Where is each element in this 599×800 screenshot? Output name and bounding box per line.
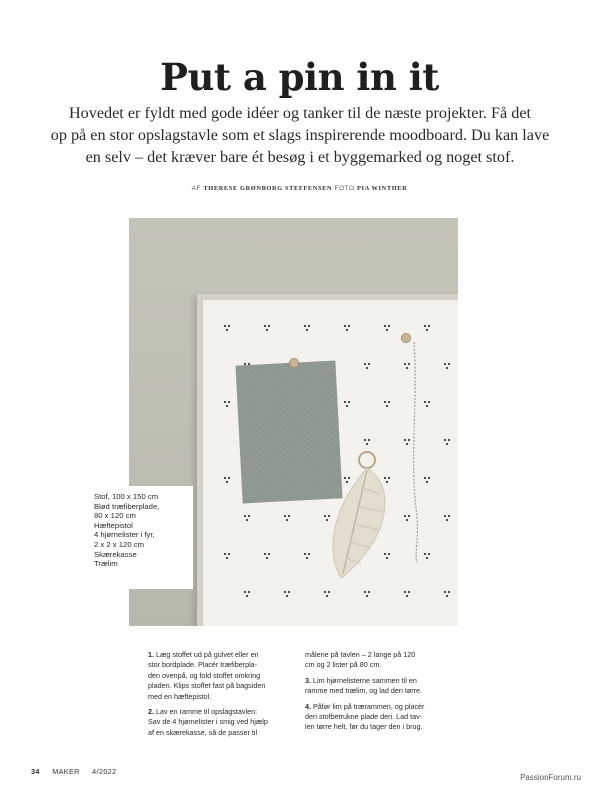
pattern-dot	[444, 515, 446, 517]
material-item: Hæftepistol	[94, 520, 133, 530]
instructions-column-2	[305, 650, 450, 738]
intro-line: op på en stor opslagstavle som et slags inspirerende moodboard. Du kan lave	[50, 126, 550, 144]
pattern-dot	[448, 515, 450, 517]
pattern-dot	[424, 325, 426, 327]
pattern-dot	[364, 591, 366, 593]
step	[305, 676, 450, 697]
pattern-dot	[248, 515, 250, 517]
material-item: 2 x 2 x 120 cm	[94, 539, 144, 549]
pattern-dot	[264, 325, 266, 327]
pattern-dot	[226, 329, 228, 331]
step-line: målene på tavlen – 2 lange på 120	[305, 650, 416, 659]
pattern-dot	[446, 519, 448, 521]
byline-af: AF	[191, 185, 202, 192]
pattern-dot	[266, 557, 268, 559]
pattern-dot	[226, 557, 228, 559]
pattern-dot	[286, 595, 288, 597]
pattern-dot	[244, 591, 246, 593]
pattern-dot	[346, 329, 348, 331]
material-item: Skærekasse	[94, 549, 137, 559]
pattern-dot	[366, 367, 368, 369]
pattern-dot	[428, 477, 430, 479]
pushpin	[289, 358, 299, 368]
macrame-feather	[309, 448, 419, 588]
step-line: den ovenpå, og fold stoffet omkring	[148, 670, 261, 680]
pattern-dot	[404, 591, 406, 593]
watermark: PassionForum.ru	[520, 773, 581, 782]
pattern-dot	[408, 591, 410, 593]
pattern-dot	[348, 401, 350, 403]
pattern-dot	[268, 553, 270, 555]
pattern-dot	[446, 443, 448, 445]
pattern-dot	[344, 401, 346, 403]
material-item: 4 hjørnelister i fyr,	[94, 530, 155, 540]
step-line: 3. Lim hjørnelisterne sammen til en	[305, 675, 417, 685]
pattern-dot	[306, 329, 308, 331]
pattern-dot	[246, 595, 248, 597]
pattern-dot	[246, 519, 248, 521]
intro-line: Hovedet er fyldt med gode idéer og tanker til de næste projekter. Få det	[68, 104, 532, 122]
pattern-dot	[384, 325, 386, 327]
pattern-dot	[306, 557, 308, 559]
step-line: 2. Lav en ramme til opslagstavlen:	[148, 707, 258, 717]
material-item: Blød træfiberplade,	[94, 501, 160, 511]
step-number: 4.	[305, 701, 311, 711]
pattern-dot	[444, 591, 446, 593]
page-footer	[31, 767, 127, 776]
byline-photographer: PIA WINTHER	[357, 185, 408, 192]
pattern-dot	[308, 325, 310, 327]
pattern-dot	[448, 439, 450, 441]
pattern-dot	[446, 595, 448, 597]
step-line: 4. Påfør lim på trærammen, og placér	[305, 701, 425, 711]
step-number: 1.	[148, 650, 154, 659]
pattern-dot	[348, 325, 350, 327]
pattern-dot	[404, 439, 406, 441]
pattern-dot	[304, 553, 306, 555]
material-item: 80 x 120 cm	[94, 511, 136, 521]
pattern-dot	[346, 405, 348, 407]
pattern-dot	[226, 405, 228, 407]
step-line: med en hæftepistol.	[148, 691, 212, 701]
pattern-dot	[426, 329, 428, 331]
pattern-dot	[328, 591, 330, 593]
byline	[0, 185, 599, 192]
pattern-dot	[228, 325, 230, 327]
magazine-name: MAKER	[52, 767, 80, 776]
pattern-dot	[224, 477, 226, 479]
step-number: 3.	[305, 675, 311, 685]
pattern-dot	[366, 443, 368, 445]
pattern-dot	[228, 477, 230, 479]
pattern-dot	[326, 595, 328, 597]
pattern-dot	[368, 439, 370, 441]
pattern-dot	[384, 401, 386, 403]
pattern-dot	[386, 329, 388, 331]
step-line: cm og 2 lister på 80 cm.	[305, 660, 382, 670]
pattern-dot	[428, 553, 430, 555]
pattern-dot	[284, 591, 286, 593]
pattern-dot	[286, 519, 288, 521]
step	[305, 650, 450, 671]
pattern-dot	[224, 325, 226, 327]
pattern-dot	[248, 591, 250, 593]
step-line: 1. Læg stoffet ud på gulvet eller en	[148, 650, 259, 659]
material-item: Trælim	[94, 559, 118, 569]
step	[148, 707, 293, 738]
step-line: den stofbetrukne plade deri. Lad tav-	[305, 712, 423, 722]
pattern-dot	[224, 553, 226, 555]
step-line: af en skærekasse, så de passer til	[148, 727, 258, 737]
step-number: 2.	[148, 707, 154, 717]
step-line: len tørre helt, før du tager den i brug.	[305, 722, 423, 732]
pattern-dot	[386, 405, 388, 407]
pattern-dot	[264, 553, 266, 555]
pattern-dot	[404, 363, 406, 365]
pattern-dot	[304, 325, 306, 327]
pattern-dot	[324, 591, 326, 593]
page-title: Put a pin in it	[160, 55, 439, 99]
pattern-dot	[406, 595, 408, 597]
pattern-dot	[288, 591, 290, 593]
pattern-dot	[268, 325, 270, 327]
step	[148, 650, 293, 702]
pattern-dot	[284, 515, 286, 517]
pattern-dot	[288, 515, 290, 517]
pattern-dot	[446, 367, 448, 369]
pattern-dot	[428, 325, 430, 327]
pattern-dot	[388, 325, 390, 327]
pattern-dot	[444, 363, 446, 365]
pattern-dot	[226, 481, 228, 483]
intro-text	[50, 102, 550, 168]
material-item: Stof, 100 x 150 cm	[94, 492, 159, 501]
step-line: stor bordplade. Placér træfiberpla-	[148, 660, 258, 670]
step-line: ramme med trælim, og lad den tørre.	[305, 686, 423, 696]
pattern-dot	[388, 401, 390, 403]
pattern-dot	[344, 325, 346, 327]
byline-author: THERESE GRØNBORG STEFFENSEN	[203, 185, 333, 192]
pattern-dot	[428, 401, 430, 403]
pattern-dot	[228, 401, 230, 403]
pattern-dot	[244, 515, 246, 517]
pattern-dot	[224, 401, 226, 403]
pattern-dot	[228, 553, 230, 555]
byline-foto: FOTO	[334, 185, 355, 192]
pattern-dot	[364, 439, 366, 441]
issue-number: 4/2022	[92, 767, 117, 776]
instructions-column-1	[148, 650, 293, 743]
step	[305, 702, 450, 733]
page-number: 34	[31, 767, 40, 776]
intro-line: en selv – det kræver bare ét besøg i et byggemarked og noget stof.	[85, 148, 515, 166]
pattern-dot	[444, 439, 446, 441]
pattern-dot	[364, 363, 366, 365]
step-line: Sav de 4 hjørnelister i smig ved hjælp	[148, 717, 268, 727]
step-line: pladen. Klips stoffet fast på bagsiden	[148, 681, 266, 691]
pattern-dot	[266, 329, 268, 331]
pattern-dot	[368, 363, 370, 365]
pattern-dot	[368, 591, 370, 593]
pattern-dot	[448, 591, 450, 593]
pattern-dot	[448, 363, 450, 365]
materials-list	[85, 486, 193, 589]
pattern-dot	[366, 595, 368, 597]
